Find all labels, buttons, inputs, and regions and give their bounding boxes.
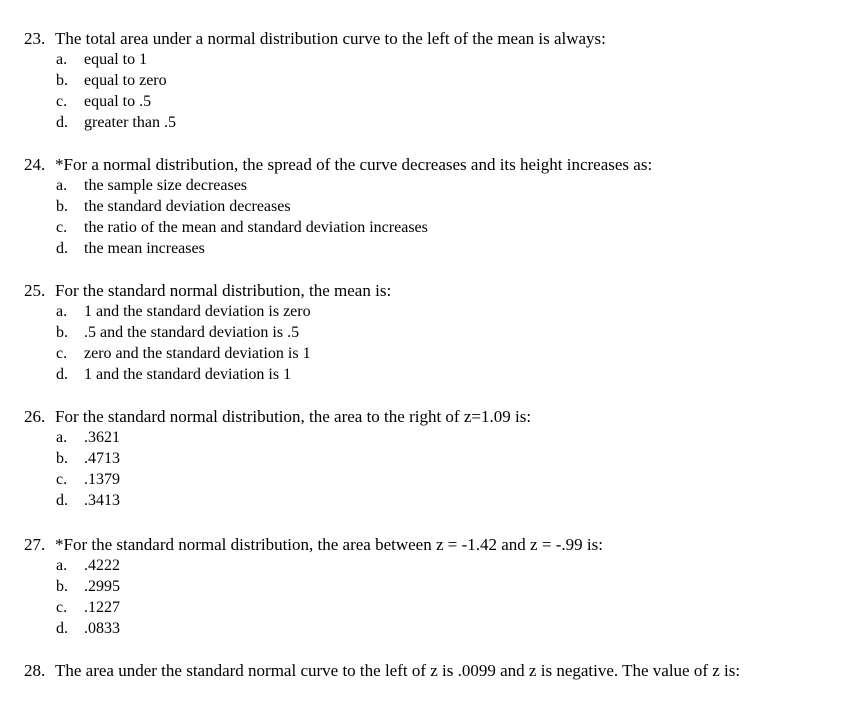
- option-c: [24, 597, 844, 618]
- option-letter: b.: [56, 450, 68, 467]
- option-letter: c.: [56, 93, 68, 110]
- option-a: [24, 175, 844, 196]
- option-letter: d.: [56, 366, 68, 383]
- option-text: the sample size decreases: [84, 177, 248, 194]
- option-text: the mean increases: [84, 240, 205, 257]
- option-a: [24, 427, 844, 448]
- option-c: [24, 91, 844, 112]
- option-text: equal to zero: [84, 72, 167, 89]
- option-a: [24, 301, 844, 322]
- question-26: [24, 406, 844, 511]
- option-text: .5 and the standard deviation is .5: [84, 324, 300, 341]
- option-d: [24, 364, 844, 385]
- option-letter: d.: [56, 492, 68, 509]
- question-number: 23.: [24, 29, 46, 48]
- option-a: [24, 49, 844, 70]
- option-letter: d.: [56, 114, 68, 131]
- option-text: the standard deviation decreases: [84, 198, 291, 215]
- answer-options: [24, 175, 844, 259]
- question-24: [24, 154, 844, 259]
- option-letter: c.: [56, 471, 68, 488]
- option-d: [24, 490, 844, 511]
- option-letter: a.: [56, 51, 68, 68]
- answer-options: [24, 49, 844, 133]
- question-text: The total area under a normal distribution curve to the left of the mean is always:: [55, 29, 606, 48]
- question-stem: [24, 280, 844, 301]
- option-letter: a.: [56, 429, 68, 446]
- option-b: [24, 576, 844, 597]
- question-text: For the standard normal distribution, the area to the right of z=1.09 is:: [55, 407, 532, 426]
- option-b: [24, 70, 844, 91]
- option-letter: a.: [56, 557, 68, 574]
- question-number: 24.: [24, 155, 46, 174]
- option-c: [24, 217, 844, 238]
- option-letter: b.: [56, 198, 68, 215]
- answer-options: [24, 427, 844, 511]
- option-d: [24, 112, 844, 133]
- option-text: .0833: [84, 620, 120, 637]
- option-text: zero and the standard deviation is 1: [84, 345, 311, 362]
- question-23: [24, 28, 844, 133]
- question-number: 27.: [24, 535, 46, 554]
- option-letter: c.: [56, 599, 68, 616]
- option-text: 1 and the standard deviation is 1: [84, 366, 292, 383]
- option-text: greater than .5: [84, 114, 176, 131]
- answer-options: [24, 301, 844, 385]
- question-text: For the standard normal distribution, the mean is:: [55, 281, 392, 300]
- option-letter: b.: [56, 324, 68, 341]
- option-a: [24, 555, 844, 576]
- question-text: *For the standard normal distribution, the area between z = -1.42 and z = -.99 is:: [55, 535, 603, 554]
- option-text: 1 and the standard deviation is zero: [84, 303, 311, 320]
- question-number: 28.: [24, 661, 46, 680]
- question-stem: [24, 660, 844, 681]
- question-number: 26.: [24, 407, 46, 426]
- option-text: .3413: [84, 492, 120, 509]
- question-stem: [24, 406, 844, 427]
- option-letter: b.: [56, 578, 68, 595]
- option-text: equal to 1: [84, 51, 148, 68]
- question-text: The area under the standard normal curve to the left of z is .0099 and z is negative. The value of z is:: [55, 661, 741, 680]
- option-text: .4222: [84, 557, 120, 574]
- question-text: *For a normal distribution, the spread of the curve decreases and its height increases as:: [55, 155, 653, 174]
- question-27: [24, 534, 844, 639]
- option-text: equal to .5: [84, 93, 152, 110]
- question-stem: [24, 534, 844, 555]
- option-d: [24, 238, 844, 259]
- option-letter: a.: [56, 177, 68, 194]
- option-b: [24, 196, 844, 217]
- question-28: [24, 660, 844, 681]
- option-b: [24, 322, 844, 343]
- option-text: .1227: [84, 599, 120, 616]
- question-number: 25.: [24, 281, 46, 300]
- option-c: [24, 469, 844, 490]
- option-letter: c.: [56, 219, 68, 236]
- option-d: [24, 618, 844, 639]
- option-letter: b.: [56, 72, 68, 89]
- question-25: [24, 280, 844, 385]
- option-b: [24, 448, 844, 469]
- option-letter: d.: [56, 620, 68, 637]
- option-letter: c.: [56, 345, 68, 362]
- option-letter: a.: [56, 303, 68, 320]
- answer-options: [24, 555, 844, 639]
- option-letter: d.: [56, 240, 68, 257]
- option-c: [24, 343, 844, 364]
- question-stem: [24, 28, 844, 49]
- option-text: .4713: [84, 450, 120, 467]
- option-text: .3621: [84, 429, 120, 446]
- option-text: .2995: [84, 578, 120, 595]
- question-stem: [24, 154, 844, 175]
- option-text: the ratio of the mean and standard deviation increases: [84, 219, 428, 236]
- option-text: .1379: [84, 471, 120, 488]
